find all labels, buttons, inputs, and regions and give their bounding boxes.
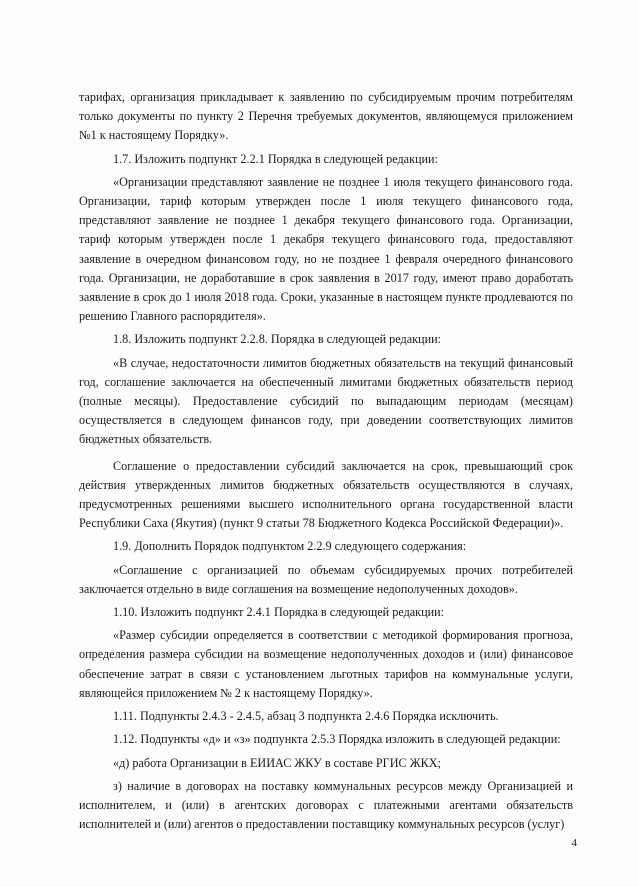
paragraph-item-1-7: 1.7. Изложить подпункт 2.2.1 Порядка в следующей редакции:	[113, 151, 438, 166]
paragraph-quote-2-2-9: «Соглашение с организацией по объемам субсидируемых прочих потребителей заключается отдельно в виде соглашения на возмещение недополученных доходов».	[79, 562, 573, 596]
paragraph-item-1-9: 1.9. Дополнить Порядок подпунктом 2.2.9 следующего содержания:	[113, 539, 467, 554]
page-number: 4	[571, 836, 577, 849]
paragraph-item-1-12: 1.12. Подпункты «д» и «з» подпункта 2.5.3 Порядка изложить в следующей редакции:	[113, 732, 561, 747]
paragraph-quote-2-4-1: «Размер субсидии определяется в соответствии с методикой формирования прогноза, определения размера субсидии на возмещение недополученных доходов и (или) финансовое обеспечение затрат в связи с установлением льготных тарифов на коммунальные услуги, являющейся приложением № 2 к настоящему Порядку».	[79, 628, 573, 700]
paragraph-subitem-z: з) наличие в договорах на поставку коммунальных ресурсов между Организацией и исполнителем, и (или) в агентских договорах с платежными агентами обязательств исполнителей и (или) агентов о предоставлении поставщику коммунальных ресурсов (услуг)	[79, 778, 573, 832]
paragraph-subitem-d: «д) работа Организации в ЕИИАС ЖКУ в составе РГИС ЖКХ;	[113, 755, 441, 770]
paragraph-item-1-8: 1.8. Изложить подпункт 2.2.8. Порядка в следующей редакции:	[113, 332, 442, 347]
paragraph-agreement-term: Соглашение о предоставлении субсидий заключается на срок, превышающий срок действия утвержденных лимитов бюджетных обязательств осуществляются в случаях, предусмотренных решениями высшего исполнительного органа государственной власти Республики Саха (Якутия) (пункт 9 статьи 78 Бюджетного Кодекса Российской Федерации)».	[79, 458, 573, 531]
paragraph-item-1-10: 1.10. Изложить подпункт 2.4.1 Порядка в следующей редакции:	[113, 605, 445, 620]
paragraph-quote-2-2-8: «В случае, недостаточности лимитов бюджетных обязательств на текущий финансовый год, соглашение заключается на обеспеченный лимитами бюджетных обязательств период (полные месяцы). Предоставление субсидий по выпадающим периодам (месяцам) осуществляется в следующем финансов году, при доведении соответствующих лимитов бюджетных обязательств.	[79, 355, 573, 447]
paragraph-item-1-11: 1.11. Подпункты 2.4.3 - 2.4.5, абзац 3 подпункта 2.4.6 Порядка исключить.	[113, 709, 499, 724]
paragraph-continuation: тарифах, организация прикладывает к заявлению по субсидируемым прочим потребителям только документы по пункту 2 Перечня требуемых документов, являющемуся приложением №1 к настоящему Порядку».	[79, 90, 573, 143]
paragraph-quote-2-2-1: «Организации представляют заявление не позднее 1 июля текущего финансового года. Организации, тариф которым утвержден после 1 июля текущего финансового года, представляют заявление не позднее 1 декабря текущего финансового года. Организации, тариф которым утвержден после 1 декабря текущего финансового года, предоставляют заявление в очередном финансовом году, но не позднее 1 февраля очередного финансового года. Организации, не доработавшие в срок заявления в 2017 году, имеют право доработать заявление в срок до 1 июля 2018 года. Сроки, указанные в настоящем пункте продлеваются по решению Главного распорядителя».	[79, 174, 573, 324]
